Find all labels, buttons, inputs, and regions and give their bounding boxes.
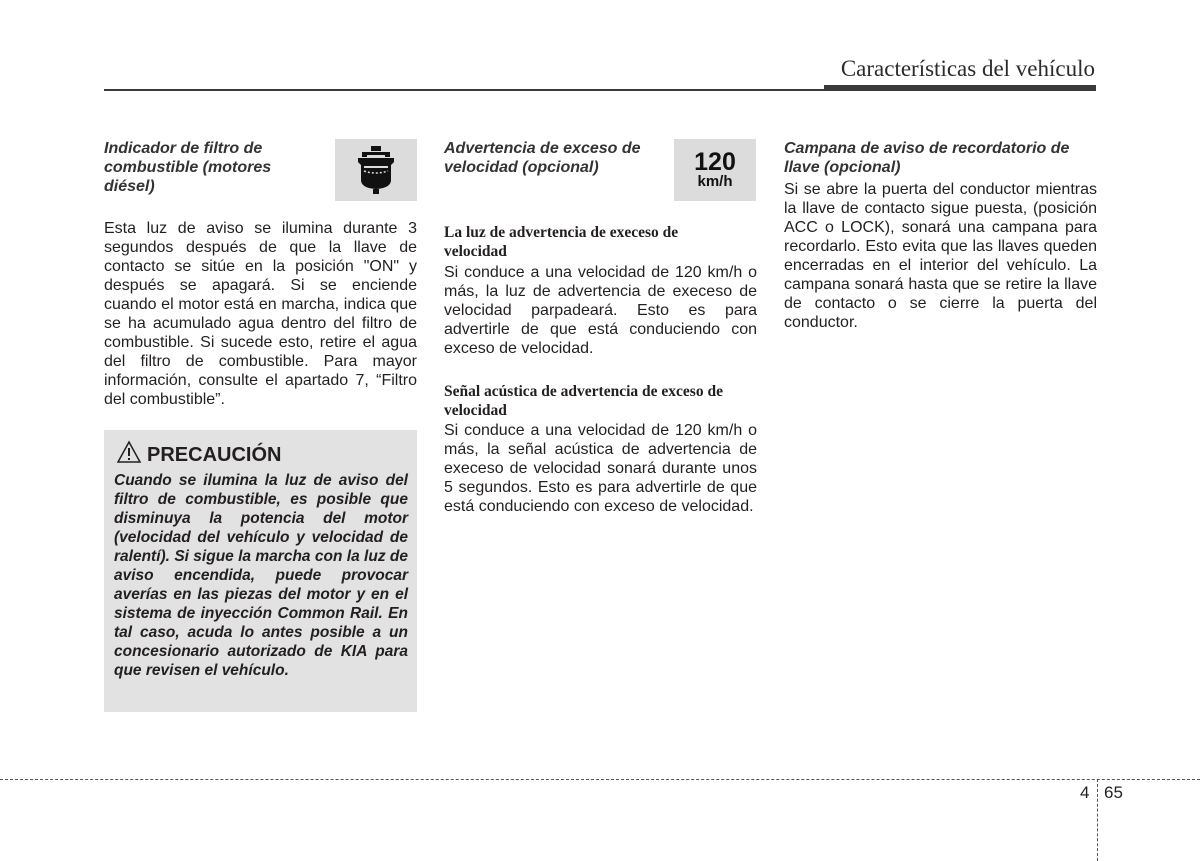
key-reminder-body: Si se abre la puerta del conductor mientras la llave de contacto sigue puesta, (posición ACC o LOCK), sonará una campana para recordarlo. Esto evita que las llaves queden encerradas en el interior del vehículo. La campana sonará hasta que se retire la llave de contacto o se cierre la puerta del conductor. bbox=[784, 181, 1097, 331]
caution-text: Cuando se ilumina la luz de aviso del filtro de combustible, es posible que disminuya la potencia del motor (velocidad del vehículo y velocidad de ralentí). Si sigue la marcha con la luz de aviso encendida, puede provocar averías en las piezas del motor y en el sistema de inyección Common Rail. En tal caso, acuda lo antes posible a un concesionario autorizado de KIA para que revisen el vehículo. bbox=[114, 472, 408, 679]
speed-icon-box bbox=[674, 139, 756, 201]
speed-light-body: Si conduce a una velocidad de 120 km/h o más, la luz de advertencia de execeso de velocidad parpadeará. Esto es para advertirle de que está conduciendo con exceso de velocidad. bbox=[444, 264, 757, 357]
speed-warning-heading: Advertencia de exceso de velocidad (opcional) bbox=[444, 140, 641, 176]
fuel-filter-icon bbox=[354, 144, 398, 196]
caution-title: PRECAUCIÓN bbox=[147, 444, 282, 466]
page-number: 65 bbox=[1104, 783, 1123, 802]
fuel-filter-icon-box bbox=[335, 139, 417, 201]
header-rule-accent bbox=[824, 85, 1096, 91]
speed-icon-number: 120 bbox=[694, 148, 736, 176]
warning-triangle-icon bbox=[116, 440, 142, 464]
chapter-number: 4 bbox=[1080, 783, 1090, 802]
speed-icon-unit: km/h bbox=[697, 173, 733, 190]
speed-light-title: La luz de advertencia de execeso de velocidad bbox=[444, 224, 679, 260]
speed-chime-title: Señal acústica de advertencia de exceso de velocidad bbox=[444, 383, 723, 419]
footer-divider bbox=[1097, 779, 1098, 861]
page-title: Características del vehículo bbox=[840, 56, 1095, 81]
header-rule bbox=[104, 89, 824, 91]
key-reminder-heading: Campana de aviso de recordatorio de llave (opcional) bbox=[784, 140, 1070, 176]
fuel-filter-body: Esta luz de aviso se ilumina durante 3 segundos después de que la llave de contacto se sitúe en la posición "ON" y después se apagará. Si se enciende cuando el motor está en marcha, indica que se ha acumulado agua dentro del filtro de combustible. Si sucede esto, retire el agua del filtro de combustible. Para mayor información, consulte el apartado 7, “Filtro del combustible”. bbox=[104, 220, 417, 408]
speed-chime-body: Si conduce a una velocidad de 120 km/h o más, la señal acústica de advertencia de execeso de velocidad sonará durante unos 5 segundos. Esto es para advertirle de que está conduciendo con exceso de velocidad. bbox=[444, 422, 757, 515]
footer-rule bbox=[0, 779, 1200, 780]
fuel-filter-heading: Indicador de filtro de combustible (motores diésel) bbox=[104, 140, 272, 195]
